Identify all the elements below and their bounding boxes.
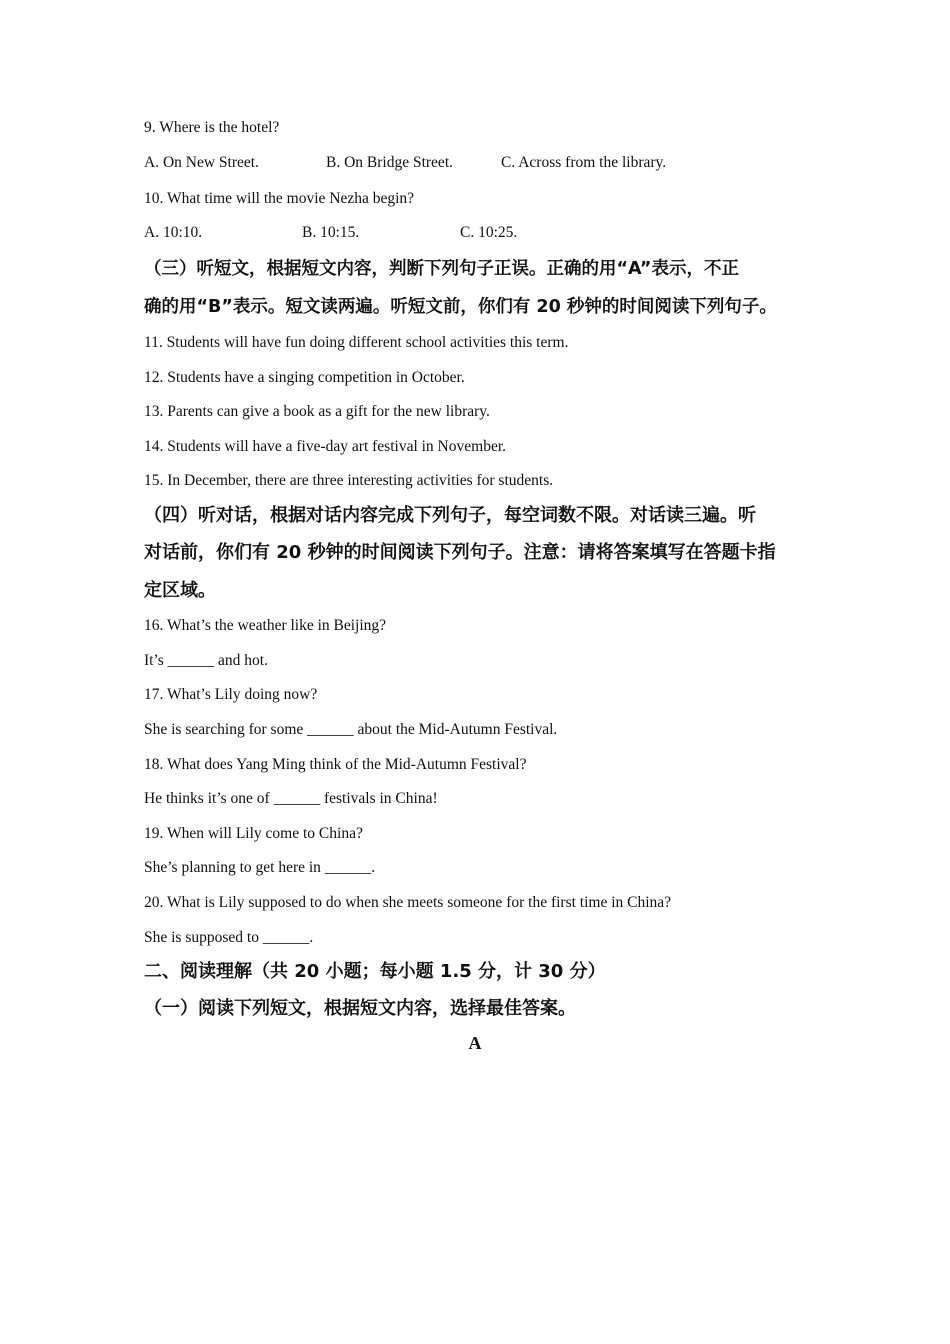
option-a: A. 10:10. bbox=[144, 224, 203, 241]
section-3-instruction-line1: （三）听短文，根据短文内容，判断下列句子正误。正确的用“A”表示，不正 bbox=[144, 259, 739, 279]
answer-line-19: She’s planning to get here in ______. bbox=[144, 859, 376, 876]
question-9: 9. Where is the hotel? bbox=[144, 119, 280, 136]
passage-label: A bbox=[468, 1033, 482, 1053]
question-16: 16. What’s the weather like in Beijing? bbox=[144, 617, 387, 634]
section-4-instruction-line1: （四）听对话，根据对话内容完成下列句子，每空词数不限。对话读三遍。听 bbox=[144, 505, 756, 526]
section-4-instruction-line2: 对话前，你们有 20 秒钟的时间阅读下列句子。注意：请将答案填写在答题卡指 bbox=[144, 542, 776, 563]
question-19: 19. When will Lily come to China? bbox=[144, 825, 363, 842]
part-2-sub-heading: （一）阅读下列短文，根据短文内容，选择最佳答案。 bbox=[144, 998, 576, 1019]
question-10: 10. What time will the movie Nezha begin? bbox=[144, 190, 415, 207]
answer-line-18: He thinks it’s one of ______ festivals in China! bbox=[144, 790, 438, 807]
statement-15: 15. In December, there are three interesting activities for students. bbox=[144, 472, 554, 489]
statement-14: 14. Students will have a five-day art festival in November. bbox=[144, 438, 507, 455]
section-4-instruction-line3: 定区域。 bbox=[144, 580, 216, 601]
statement-12: 12. Students have a singing competition in October. bbox=[144, 369, 465, 386]
option-a: A. On New Street. bbox=[144, 154, 259, 171]
part-2-heading: 二、阅读理解（共 20 小题；每小题 1.5 分，计 30 分） bbox=[144, 961, 606, 982]
question-20: 20. What is Lily supposed to do when she meets someone for the first time in China? bbox=[144, 894, 672, 911]
statement-11: 11. Students will have fun doing different school activities this term. bbox=[144, 334, 569, 351]
option-b: B. 10:15. bbox=[302, 224, 360, 241]
answer-line-20: She is supposed to ______. bbox=[144, 929, 314, 946]
section-3-instruction-line2: 确的用“B”表示。短文读两遍。听短文前，你们有 20 秒钟的时间阅读下列句子。 bbox=[144, 297, 777, 317]
answer-line-16: It’s ______ and hot. bbox=[144, 652, 268, 669]
question-18: 18. What does Yang Ming think of the Mid-Autumn Festival? bbox=[144, 756, 527, 773]
question-17: 17. What’s Lily doing now? bbox=[144, 686, 318, 703]
option-c: C. Across from the library. bbox=[501, 154, 667, 171]
option-b: B. On Bridge Street. bbox=[326, 154, 453, 171]
answer-line-17: She is searching for some ______ about the Mid-Autumn Festival. bbox=[144, 721, 558, 738]
option-c: C. 10:25. bbox=[460, 224, 518, 241]
statement-13: 13. Parents can give a book as a gift for the new library. bbox=[144, 403, 490, 420]
